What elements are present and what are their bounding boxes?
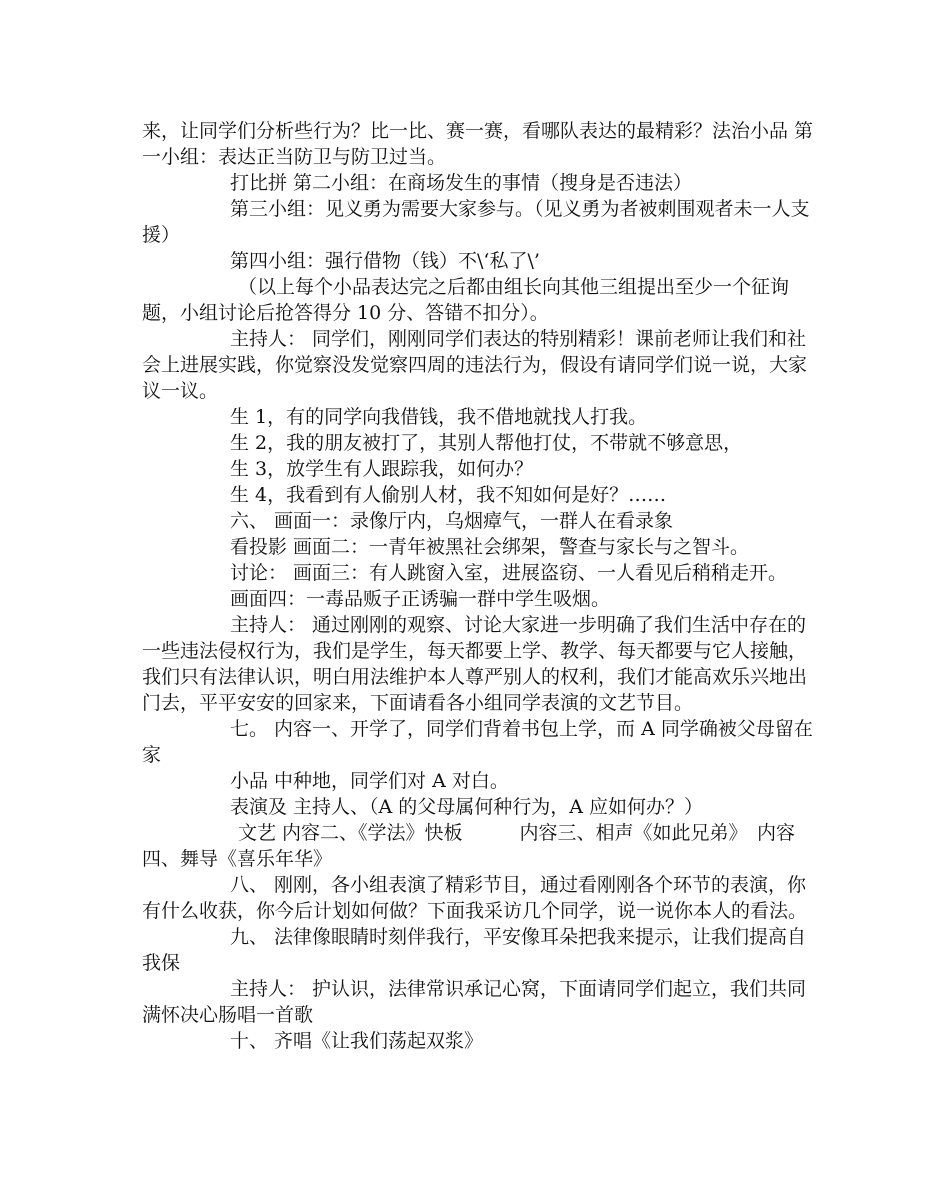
paragraph: 文艺 内容二、《学法》快板 内容三、相声《如此兄弟》 内容四、舞导《喜乐年华》 — [142, 822, 796, 870]
paragraph: 来，让同学们分析些行为？比一比、赛一赛，看哪队表达的最精彩？法治小品 第一小组：表达正当防卫与防卫过当。 — [142, 120, 814, 168]
paragraph: 七。 内容一、开学了，同学们背着书包上学，而 A 同学确被父母留在家 — [142, 718, 813, 766]
paragraph: 主持人： 通过刚刚的观察、讨论大家进一步明确了我们生活中存在的一些违法侵权行为，我们是学生，每天都要上学、教学、每天都要与它人接触，我们只有法律认识，明白用法维护本人尊严别人的权利，我们才能高欢乐兴地出门去，平平安安的回家来，下面请看各小组同学表演的文艺节目。 — [142, 614, 808, 714]
paragraph: 六、 画面一：录像厅内，乌烟瘴气，一群人在看录象 — [230, 510, 674, 532]
paragraph: 九、 法律像眼睛时刻伴我行，平安像耳朵把我来提示，让我们提高自我保 — [142, 926, 807, 974]
paragraph: 主持人： 同学们，刚刚同学们表达的特别精彩！课前老师让我们和社会上进展实践，你觉察没发觉察四周的违法行为，假设有请同学们说一说，大家议一议。 — [142, 328, 808, 402]
paragraph: 看投影 画面二：一青年被黑社会绑架，警查与家长与之智斗。 — [230, 536, 750, 558]
paragraph: 讨论： 画面三：有人跳窗入室，进展盗窃、一人看见后稍稍走开。 — [230, 562, 788, 584]
paragraph: 生 3，放学生有人跟踪我，如何办？ — [230, 458, 534, 480]
paragraph: 生 2，我的朋友被打了，其别人帮他打仗，不带就不够意思， — [230, 432, 743, 454]
paragraph: （以上每个小品表达完之后都由组长向其他三组提出至少一个征询题，小组讨论后抢答得分 10 分、答错不扣分）。 — [142, 276, 790, 324]
paragraph: 第四小组：强行借物（钱）不\‘私了\’ — [230, 250, 540, 272]
paragraph: 第三小组：见义勇为需要大家参与。（见义勇为者被刺围观者未一人支援） — [142, 198, 810, 246]
paragraph: 小品 中种地，同学们对 A 对白。 — [230, 770, 509, 792]
paragraph: 主持人： 护认识，法律常识承记心窝，下面请同学们起立，我们共同满怀决心肠唱一首歌 — [142, 978, 807, 1026]
paragraph: 十、 齐唱《让我们荡起双浆》 — [230, 1030, 484, 1052]
paragraph: 八、 刚刚，各小组表演了精彩节目，通过看刚刚各个环节的表演，你有什么收获，你今后计划如何做？下面我采访几个同学，说一说你本人的看法。 — [142, 874, 808, 922]
document-body — [142, 118, 822, 1054]
paragraph: 表演及 主持人、（A 的父母属何种行为，A 应如何办？） — [230, 796, 704, 818]
paragraph: 生 4，我看到有人偷别人材，我不知如何是好？…… — [230, 484, 667, 506]
paragraph: 画面四：一毒品贩子正诱骗一群中学生吸烟。 — [230, 588, 611, 610]
paragraph: 生 1，有的同学向我借钱，我不借地就找人打我。 — [230, 406, 648, 428]
paragraph: 打比拼 第二小组：在商场发生的事情（搜身是否违法） — [230, 172, 693, 194]
